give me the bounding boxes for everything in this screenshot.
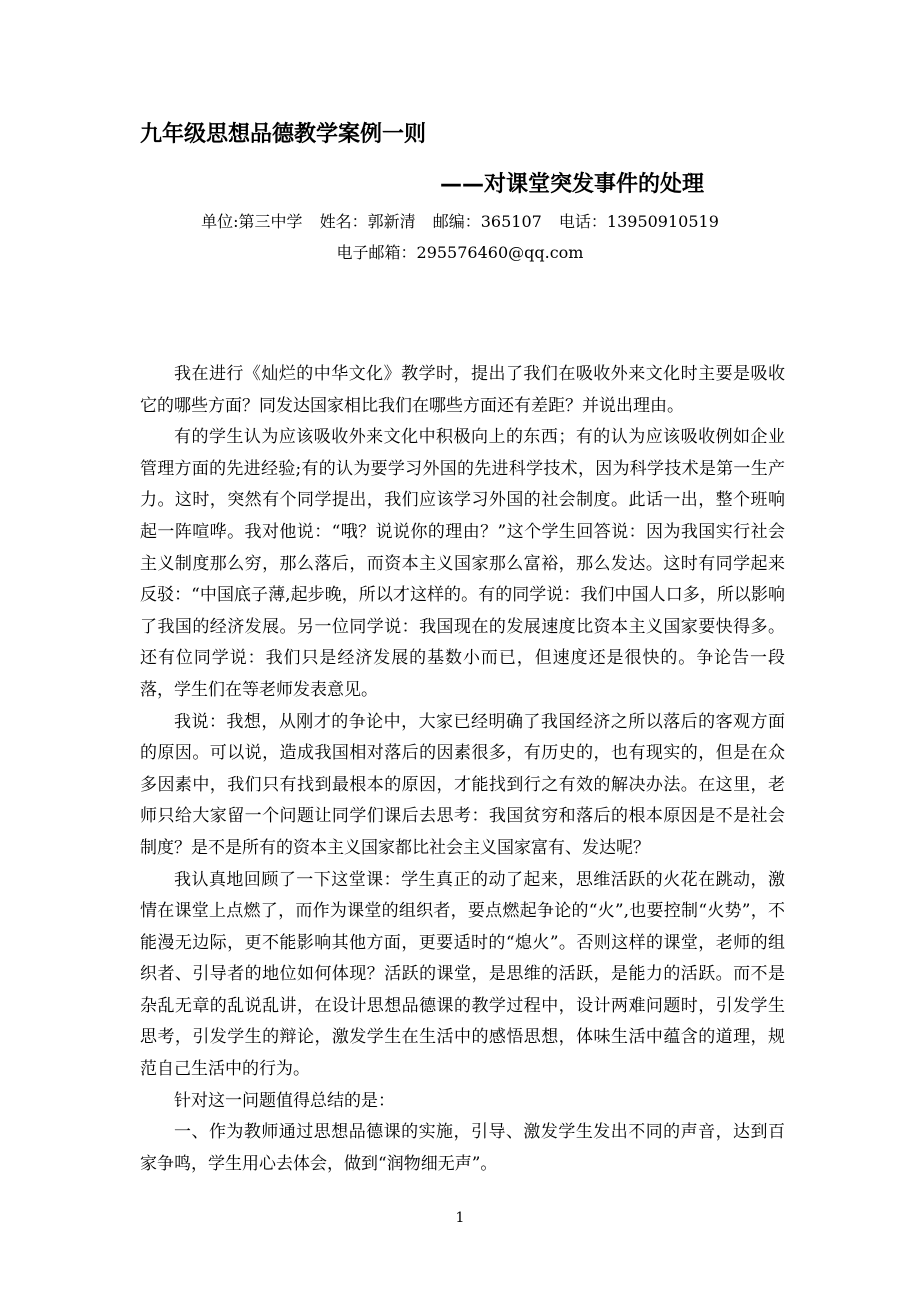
- paragraph-6: 一、作为教师通过思想品德课的实施，引导、激发学生发出不同的声音，达到百家争鸣，学生用心去体会，做到“润物细无声”。: [140, 1122, 785, 1174]
- document-title: 九年级思想品德教学案例一则: [140, 122, 427, 147]
- author-info-line: [140, 210, 780, 234]
- author-postcode: 邮编：365107: [432, 212, 542, 231]
- paragraph-1: 我在进行《灿烂的中华文化》教学时，提出了我们在吸收外来文化时主要是吸收它的哪些方面？同发达国家相比我们在哪些方面还有差距？并说出理由。: [140, 364, 785, 416]
- page-number: 1: [455, 1210, 465, 1226]
- author-email: 电子邮箱：295576460@qq.com: [336, 243, 584, 262]
- author-name: 姓名：郭新清: [319, 212, 416, 231]
- paragraph-5: 针对这一问题值得总结的是：: [174, 1090, 395, 1111]
- author-phone: 电话：13950910519: [558, 212, 719, 231]
- paragraph-4: 我认真地回顾了一下这堂课：学生真正的动了起来，思维活跃的火花在跳动，激情在课堂上点燃了，而作为课堂的组织者，要点燃起争论的“火”,也要控制“火势”，不能漫无边际，更不能影响其他方面，更要适时的“熄火”。否则这样的课堂，老师的组织者、引导者的地位如何体现？活跃的课堂，是思维的活跃，是能力的活跃。而不是杂乱无章的乱说乱讲，在设计思想品德课的教学过程中，设计两难问题时，引发学生思考，引发学生的辩论，激发学生在生活中的感悟思想，体味生活中蕴含的道理，规范自己生活中的行为。: [140, 869, 785, 1080]
- document-subtitle: ——对课堂突发事件的处理: [440, 172, 705, 197]
- author-email-line: [140, 241, 780, 265]
- author-unit: 单位:第三中学: [201, 212, 303, 231]
- paragraph-2: 有的学生认为应该吸收外来文化中积极向上的东西；有的认为应该吸收例如企业管理方面的先进经验;有的认为要学习外国的先进科学技术，因为科学技术是第一生产力。这时，突然有个同学提出，我们应该学习外国的社会制度。此话一出，整个班响起一阵喧哗。我对他说：“哦？说说你的理由？”这个学生回答说：因为我国实行社会主义制度那么穷，那么落后，而资本主义国家那么富裕，那么发达。这时有同学起来反驳：“中国底子薄,起步晚，所以才这样的。有的同学说：我们中国人口多，所以影响了我国的经济发展。另一位同学说：我国现在的发展速度比资本主义国家要快得多。还有位同学说：我们只是经济发展的基数小而已，但速度还是很快的。争论告一段落，学生们在等老师发表意见。: [140, 427, 785, 700]
- paragraph-3: 我说：我想，从刚才的争论中，大家已经明确了我国经济之所以落后的客观方面的原因。可以说，造成我国相对落后的因素很多，有历史的，也有现实的，但是在众多因素中，我们只有找到最根本的原因，才能找到行之有效的解决办法。在这里，老师只给大家留一个问题让同学们课后去思考：我国贫穷和落后的根本原因是不是社会制度？是不是所有的资本主义国家都比社会主义国家富有、发达呢？: [140, 711, 785, 858]
- document-body: [140, 359, 785, 1180]
